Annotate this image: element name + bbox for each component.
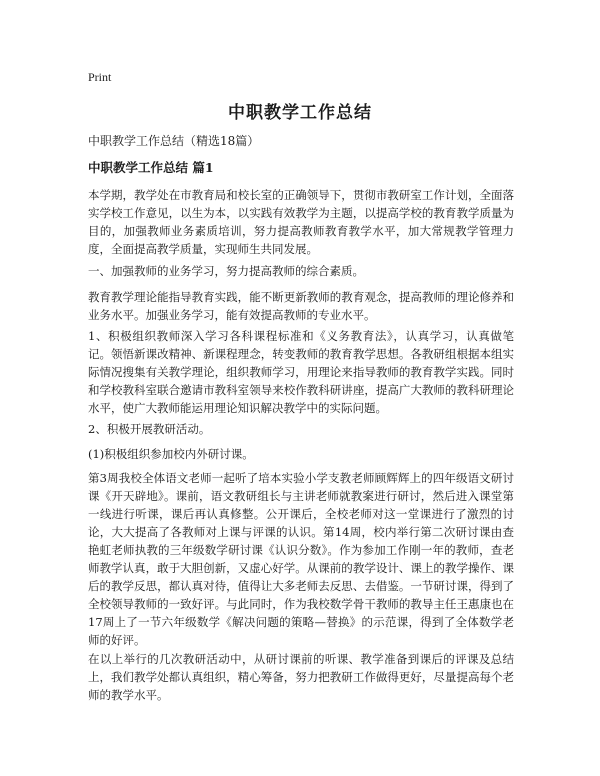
section-heading: 中职教学工作总结 篇1	[88, 160, 214, 175]
paragraph-seminar: 第3周我校全体语文老师一起听了培本实验小学支教老师顾辉辉上的四年级语文研讨课《开天辟地》。课前，语文教研组长与主讲老师就教案进行研讨，然后进入课堂第一线进行听课，课后再认真修整。公开课后，全校老师对这一堂课进行了激烈的讨论，大大提高了各教师对上课与评课的认识。第14周，校内举行第二次研讨课由查艳虹老师执教的三年级数学研讨课《认识分数》。作为参加工作刚一年的教师，查老师教学认真，敢于大胆创新，又虚心好学。从课前的教学设计、课上的教学操作、课后的教学反思，都认真对待，值得让大多老师去反思、去借鉴。一节研讨课，得到了全校领导教师的一致好评。与此同时，作为我校数学骨干教师的教导主任王惠康也在17周上了一节六年级数学《解决问题的策略—替换》的示范课，得到了全体数学老师的好评。	[88, 471, 514, 647]
paragraph-item-one: 1、积极组织教师深入学习各科课程标准和《义务教育法》，认真学习，认真做笔记。领悟新课改精神、新课程理念，转变教师的教育教学思想。各教研组根据本组实际情况搜集有关教学理论，组织教师学习，用理论来指导教师的教育教学实践。同时和学校教科室联合邀请市教科室领导来校作教科研讲座，提高广大教师的教科研理论水平，使广大教师能运用理论知识解决教学中的实际问题。	[88, 329, 514, 415]
paragraph-theory: 教育教学理论能指导教育实践，能不断更新教师的教育观念，提高教师的理论修养和业务水平。加强业务学习，能有效提高教师的专业水平。	[88, 290, 514, 322]
paragraph-item-two: 2、积极开展教研活动。	[88, 422, 211, 436]
paragraph-summary: 在以上举行的几次教研活动中，从研讨课前的听课、教学准备到课后的评课及总结上，我们教学处都认真组织，精心筹备，努力把教研工作做得更好，尽量提高每个老师的教学水平。	[88, 652, 514, 702]
print-link[interactable]: Print	[88, 70, 112, 84]
document-subtitle: 中职教学工作总结（精选18篇）	[88, 134, 260, 148]
paragraph-intro: 本学期，教学处在市教育局和校长室的正确领导下，贯彻市教研室工作计划，全面落实学校工作意见，以生为本，以实践有效教学为主题，以提高学校的教育教学质量为目的，加强教师业务素质培训，努力提高教师教育教学水平，加大常规教学管理力度，全面提高教学质量，实现师生共同发展。	[88, 188, 514, 256]
document-title: 中职教学工作总结	[228, 103, 372, 123]
paragraph-heading-one: 一、加强教师的业务学习，努力提高教师的综合素质。	[88, 264, 364, 278]
paragraph-subitem-one: (1)积极组织参加校内外研讨课。	[88, 447, 254, 461]
